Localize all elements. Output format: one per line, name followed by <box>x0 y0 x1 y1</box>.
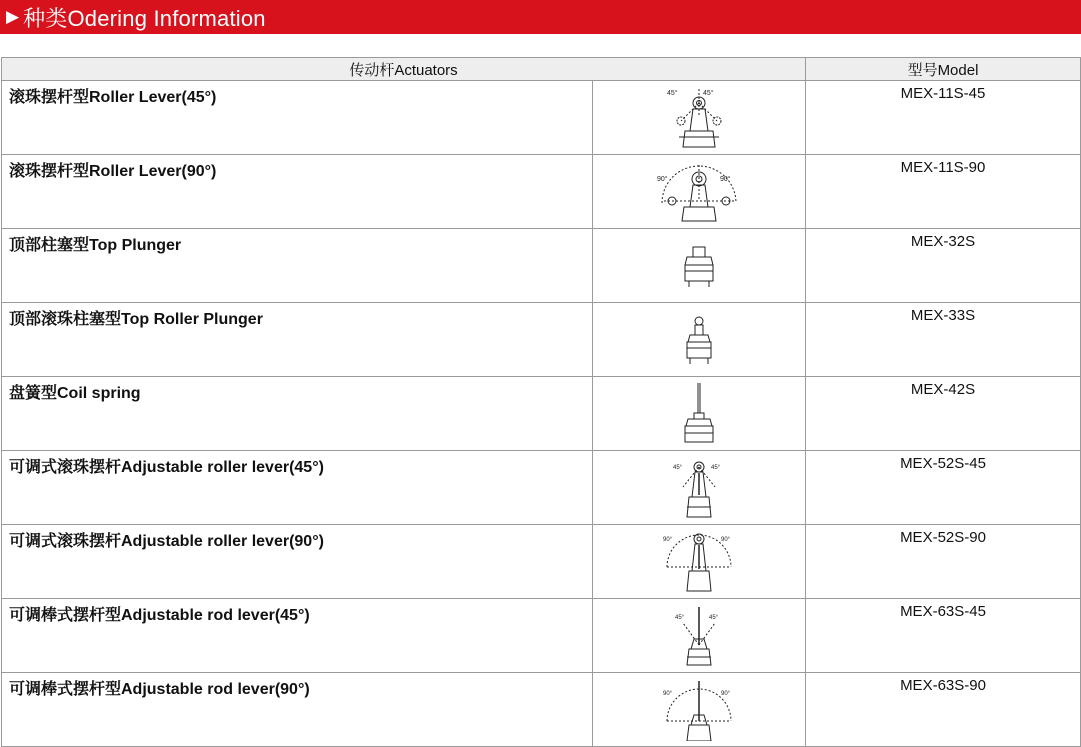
actuator-diagram <box>593 81 806 155</box>
actuator-name: 可调式滚珠摆杆Adjustable roller lever(45°) <box>2 451 593 525</box>
table-row <box>2 81 1081 155</box>
model-number: MEX-63S-45 <box>806 599 1081 673</box>
actuator-name: 顶部滚珠柱塞型Top Roller Plunger <box>2 303 593 377</box>
actuator-diagram <box>593 525 806 599</box>
adjustable-rod-lever-90-icon <box>661 679 737 741</box>
table-row <box>2 155 1081 229</box>
actuators-header: 传动杆Actuators <box>2 58 806 81</box>
table-row <box>2 525 1081 599</box>
actuator-name: 可调棒式摆杆型Adjustable rod lever(45°) <box>2 599 593 673</box>
actuator-name: 滚珠摆杆型Roller Lever(90°) <box>2 155 593 229</box>
actuator-name: 可调式滚珠摆杆Adjustable roller lever(90°) <box>2 525 593 599</box>
table-row <box>2 451 1081 525</box>
actuator-diagram <box>593 599 806 673</box>
model-number: MEX-52S-45 <box>806 451 1081 525</box>
adjustable-roller-lever-90-icon <box>661 531 737 593</box>
adjustable-rod-lever-45-icon <box>669 605 729 667</box>
svg-text:45°: 45° <box>673 464 683 471</box>
table-row <box>2 599 1081 673</box>
top-roller-plunger-icon <box>679 314 719 366</box>
top-plunger-icon <box>679 241 719 291</box>
section-banner <box>0 0 1081 34</box>
model-number: MEX-52S-90 <box>806 525 1081 599</box>
svg-text:45°: 45° <box>703 89 714 97</box>
model-number: MEX-32S <box>806 229 1081 303</box>
actuator-name: 滚珠摆杆型Roller Lever(45°) <box>2 81 593 155</box>
section-title: 种类Odering Information <box>23 5 266 31</box>
svg-text:90°: 90° <box>663 536 673 543</box>
svg-text:90°: 90° <box>720 175 731 183</box>
table-row <box>2 303 1081 377</box>
svg-text:90°: 90° <box>721 536 731 543</box>
adjustable-roller-lever-45-icon <box>669 457 729 519</box>
actuator-name: 盘簧型Coil spring <box>2 377 593 451</box>
table-header-row <box>2 58 1081 81</box>
svg-text:45°: 45° <box>709 614 719 621</box>
svg-text:90°: 90° <box>663 690 673 697</box>
actuator-name: 可调棒式摆杆型Adjustable rod lever(90°) <box>2 673 593 747</box>
actuator-diagram <box>593 377 806 451</box>
model-number: MEX-42S <box>806 377 1081 451</box>
svg-text:45°: 45° <box>675 614 685 621</box>
coil-spring-icon <box>679 381 719 447</box>
model-number: MEX-11S-45 <box>806 81 1081 155</box>
table-row <box>2 229 1081 303</box>
actuator-diagram <box>593 303 806 377</box>
roller-lever-45-icon <box>659 87 739 149</box>
actuator-diagram <box>593 673 806 747</box>
svg-text:90°: 90° <box>657 175 668 183</box>
arrow-icon: ▶ <box>6 7 20 26</box>
actuator-diagram <box>593 155 806 229</box>
svg-text:90°: 90° <box>721 690 731 697</box>
ordering-table <box>1 57 1081 747</box>
actuator-diagram <box>593 451 806 525</box>
model-number: MEX-11S-90 <box>806 155 1081 229</box>
actuator-name: 顶部柱塞型Top Plunger <box>2 229 593 303</box>
table-row <box>2 377 1081 451</box>
table-row <box>2 673 1081 747</box>
model-header: 型号Model <box>806 58 1081 81</box>
svg-text:45°: 45° <box>667 89 678 97</box>
svg-text:45°: 45° <box>711 464 721 471</box>
model-number: MEX-33S <box>806 303 1081 377</box>
model-number: MEX-63S-90 <box>806 673 1081 747</box>
actuator-diagram <box>593 229 806 303</box>
roller-lever-90-icon <box>654 161 744 223</box>
